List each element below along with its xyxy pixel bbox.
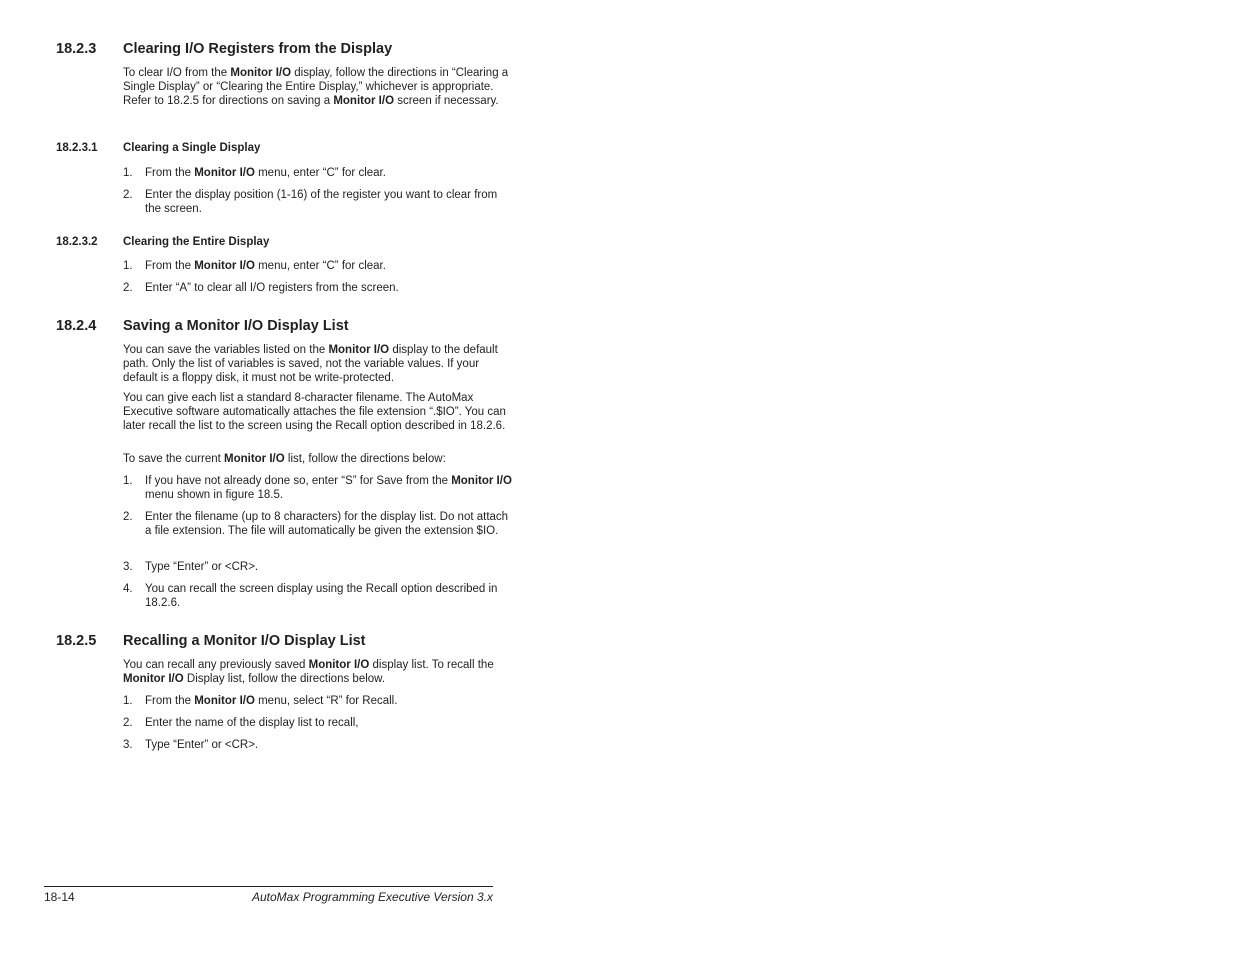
section-heading-18-2-5 bbox=[56, 632, 366, 650]
list-number: 3. bbox=[123, 739, 133, 751]
text-run: From the bbox=[145, 167, 195, 179]
page-number: 18-14 bbox=[44, 890, 75, 904]
text-run: To save the current bbox=[123, 453, 224, 465]
subsection-number: 18.2.3.1 bbox=[56, 142, 98, 154]
list-text: Type “Enter” or <CR>. bbox=[145, 561, 259, 573]
list-text: Enter the filename (up to 8 characters) for the display list. Do not attach a file extension. The file will automatically be given the extension $IO. bbox=[145, 511, 509, 537]
bold-term: Monitor I/O bbox=[194, 260, 255, 272]
list-number: 2. bbox=[123, 511, 133, 523]
text-run: menu shown in figure 18.5. bbox=[145, 489, 284, 501]
list-text: Enter “A” to clear all I/O registers from the screen. bbox=[145, 282, 399, 294]
list-item bbox=[123, 474, 513, 502]
subsection-number: 18.2.3.2 bbox=[56, 236, 98, 248]
text-run: display to the default path. Only the list of variables is saved, not the variable values. If your default is a floppy disk, it must not be write-protected. bbox=[123, 344, 498, 384]
section-number: 18.2.4 bbox=[56, 318, 97, 334]
text-run: menu, enter “C” for clear. bbox=[254, 260, 386, 272]
section-heading-18-2-4 bbox=[56, 317, 349, 335]
bold-term: Monitor I/O bbox=[308, 659, 370, 671]
list-item bbox=[123, 510, 513, 538]
text-run: menu, enter “C” for clear. bbox=[254, 167, 386, 179]
footer-rule bbox=[44, 886, 493, 887]
bold-term: Monitor I/O bbox=[194, 695, 255, 707]
list-text: Enter the display position (1-16) of the register you want to clear from the screen. bbox=[145, 189, 498, 215]
list-number: 2. bbox=[123, 189, 133, 201]
list-number: 4. bbox=[123, 583, 133, 595]
text-run: list, follow the directions below: bbox=[284, 453, 446, 465]
list-number: 1. bbox=[123, 695, 133, 707]
list-item bbox=[123, 738, 513, 752]
text-run: menu, select “R” for Recall. bbox=[254, 695, 398, 707]
text-run: From the bbox=[145, 695, 195, 707]
list-item bbox=[123, 560, 513, 574]
section-title: Recalling a Monitor I/O Display List bbox=[123, 633, 366, 649]
bold-term: Monitor I/O bbox=[123, 673, 184, 685]
list-text: Enter the name of the display list to recall, bbox=[145, 717, 359, 729]
footer-doc-title: AutoMax Programming Executive Version 3.x bbox=[252, 890, 493, 904]
list-number: 2. bbox=[123, 717, 133, 729]
text-run: You can save the variables listed on the bbox=[123, 344, 329, 356]
list-number: 2. bbox=[123, 282, 133, 294]
list-text: Type “Enter” or <CR>. bbox=[145, 739, 259, 751]
list-item bbox=[123, 281, 513, 295]
subsection-title: Clearing the Entire Display bbox=[123, 236, 270, 248]
bold-term: Monitor I/O bbox=[224, 453, 285, 465]
list-item bbox=[123, 694, 513, 708]
bold-term: Monitor I/O bbox=[333, 95, 395, 107]
list-number: 1. bbox=[123, 167, 133, 179]
text-run: screen if necessary. bbox=[394, 95, 499, 107]
text-run: From the bbox=[145, 260, 195, 272]
section-title: Clearing I/O Registers from the Display bbox=[123, 41, 393, 57]
bold-term: Monitor I/O bbox=[451, 475, 512, 487]
paragraph bbox=[123, 343, 513, 385]
section-number: 18.2.3 bbox=[56, 41, 97, 57]
section-title: Saving a Monitor I/O Display List bbox=[123, 318, 349, 334]
paragraph bbox=[123, 658, 513, 686]
text-run: display, follow the directions in “Clearing a Single Display” or “Clearing the Entire Display,” whichever is appropriate. Refer to 18.2.5 for directions on saving a bbox=[123, 67, 509, 107]
list-number: 1. bbox=[123, 475, 133, 487]
text-run: You can recall any previously saved bbox=[123, 659, 309, 671]
section-number: 18.2.5 bbox=[56, 633, 97, 649]
paragraph: You can give each list a standard 8-character filename. The AutoMax Executive software automatically attaches the file extension “.$IO”. You can later recall the list to the screen using the Recall option described in 18.2.6. bbox=[123, 392, 506, 432]
text-run: Display list, follow the directions below. bbox=[183, 673, 386, 685]
list-item bbox=[123, 166, 513, 180]
subsection-title: Clearing a Single Display bbox=[123, 142, 261, 154]
list-item bbox=[123, 716, 513, 730]
list-number: 1. bbox=[123, 260, 133, 272]
bold-term: Monitor I/O bbox=[230, 67, 292, 79]
paragraph bbox=[123, 452, 513, 466]
text-run: If you have not already done so, enter “S” for Save from the bbox=[145, 475, 452, 487]
subsection-heading-18-2-3-2 bbox=[56, 235, 269, 249]
paragraph bbox=[123, 66, 513, 108]
section-heading-18-2-3 bbox=[56, 40, 392, 58]
list-number: 3. bbox=[123, 561, 133, 573]
bold-term: Monitor I/O bbox=[194, 167, 255, 179]
subsection-heading-18-2-3-1 bbox=[56, 141, 260, 155]
bold-term: Monitor I/O bbox=[328, 344, 390, 356]
text-run: display list. To recall the bbox=[369, 659, 494, 671]
list-item bbox=[123, 259, 513, 273]
list-item bbox=[123, 188, 513, 216]
text-run: To clear I/O from the bbox=[123, 67, 231, 79]
list-text: You can recall the screen display using the Recall option described in 18.2.6. bbox=[145, 583, 498, 609]
list-item bbox=[123, 582, 513, 610]
